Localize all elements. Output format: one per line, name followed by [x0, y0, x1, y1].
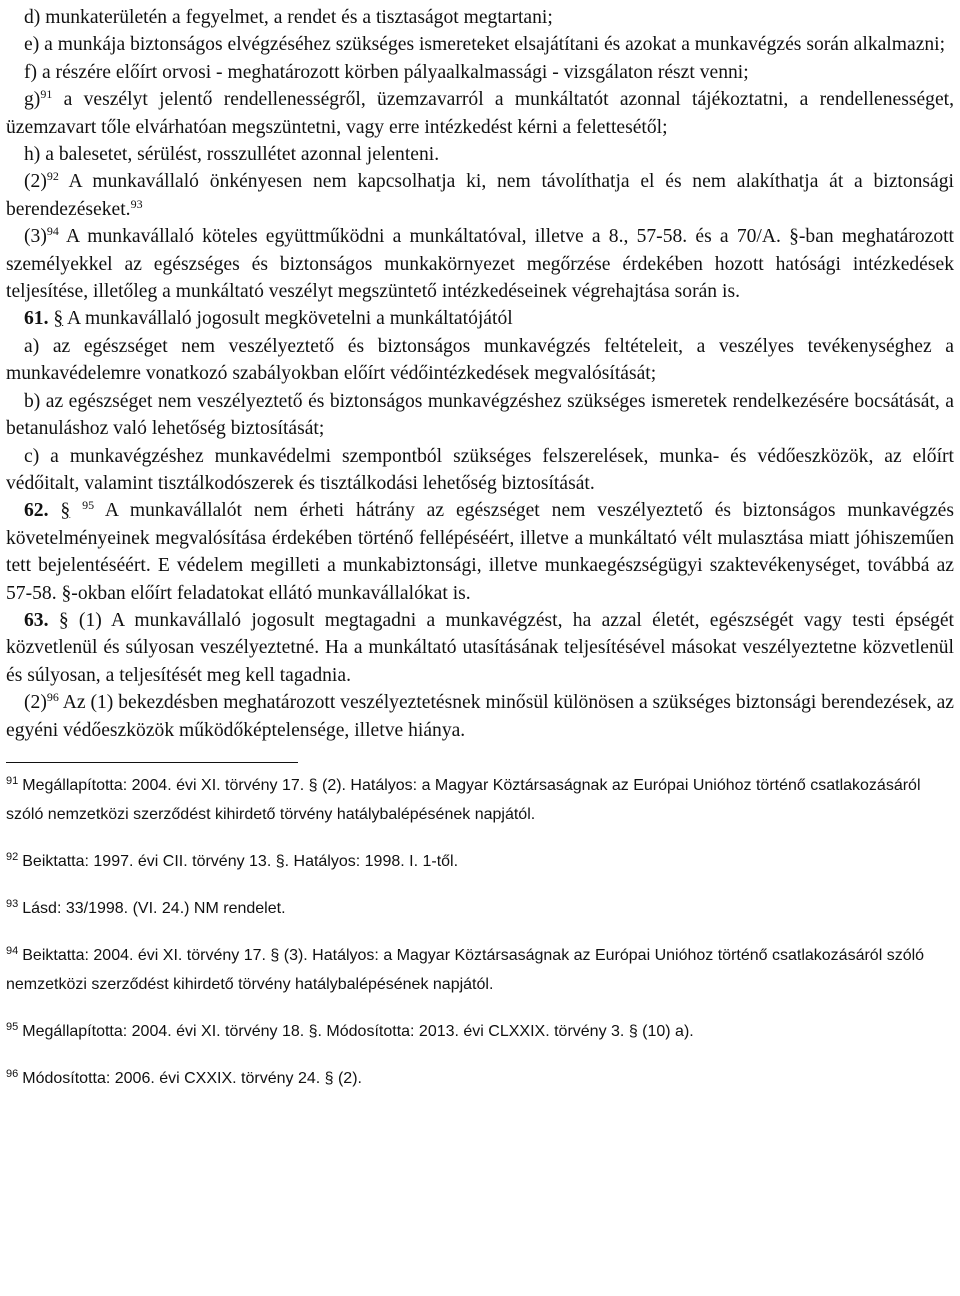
footnote-ref-94[interactable]: 94 [46, 224, 59, 239]
section-62 [6, 497, 954, 607]
footnote-93 [6, 894, 954, 923]
footnote-91 [6, 771, 954, 829]
point-h: h) a balesetet, sérülést, rosszullétet azonnal jelenteni. [24, 144, 440, 166]
section-62-number: 62. [24, 500, 49, 522]
section-61-number: 61. [24, 308, 49, 330]
section-63-text: (1) A munkavállaló jogosult megtagadni a munkavégzést, ha azzal életét, egészségét vagy testi épségét közvetlenül és súlyosan veszélyeztetné. Ha a munkáltató utasításának teljesítésével másokat veszélyeztetne közvetlenül és súlyosan, a teljesítését meg kell tagadnia. [6, 609, 954, 686]
section-61-point-b: b) az egészséget nem veszélyeztető és biztonságos munkavégzéshez szükséges ismeretek rendelkezésére bocsátását, a betanuláshoz való lehetőség biztosítását; [6, 390, 954, 440]
footnote-number: 92 [6, 850, 19, 863]
footnote-92 [6, 847, 954, 876]
footnote-ref-92[interactable]: 92 [46, 169, 59, 184]
footnote-text: Beiktatta: 2004. évi XI. törvény 17. § (3). Hatályos: a Magyar Köztársaságnak az Európai Unióhoz történő csatlakozásáról szóló nemzetközi szerződést kihirdető törvény hatálybalépésének napjától. [6, 946, 925, 993]
footnote-96 [6, 1064, 954, 1093]
section-63-number: 63. [24, 609, 49, 631]
point-g [6, 86, 954, 141]
section-62-text: A munkavállalót nem érheti hátrány az egészséget nem veszélyeztető és biztonságos munkavégzés követelményeinek megvalósítása érdekében történő fellépéséért, illetve a munkáltató vélt mulasztása miatt jóhiszeműen tett bejelentéséért. E védelem megilleti a munkabiztonsági, illetve munkaegészségügyi szaktevékenységet, továbbá az 57-58. §-okban előírt feladatokat ellátó munkavállalókat is. [6, 500, 954, 604]
paragraph-2 [6, 168, 954, 223]
footnote-95 [6, 1017, 954, 1046]
footnote-text: Módosította: 2006. évi CXXIX. törvény 24. § (2). [22, 1069, 362, 1087]
footnotes [6, 771, 954, 1093]
footnote-number: 96 [6, 1067, 19, 1080]
point-g-label: g) [24, 89, 41, 111]
footnote-number: 94 [6, 944, 19, 957]
section-63-sign: § [58, 609, 69, 631]
paragraph-2-label: (2) [24, 171, 47, 193]
footnote-number: 95 [6, 1020, 19, 1033]
point-g-text: a veszélyt jelentő rendellenességről, üzemzavarról a munkáltatót azonnal tájékoztatni, a rendellenességet, üzemzavart tőle elvárhatóan megszüntetni, vagy erre intézkedést kérni a felettesétől; [6, 89, 954, 138]
footnote-94 [6, 941, 954, 999]
section-61 [6, 305, 954, 332]
paragraph-3 [6, 223, 954, 305]
point-e: e) a munkája biztonságos elvégzéséhez szükséges ismereteket elsajátítani és azokat a munkavégzés során alkalmazni; [24, 34, 946, 56]
paragraph-3-label: (3) [24, 226, 47, 248]
point-f: f) a részére előírt orvosi - meghatározott körben pályaalkalmassági - vizsgálaton részt venni; [24, 61, 749, 83]
paragraph-3-text: A munkavállaló köteles együttműködni a munkáltatóval, illetve a 8., 57-58. és a 70/A. §-ban meghatározott személyekkel az egészséges és biztonságos munkakörnyezet megőrzése érdekében hozott hatósági intézkedések teljesítése, illetőleg a munkáltató veszélyt megszüntető intézkedéseinek végrehajtása során is. [6, 226, 954, 303]
footnote-ref-93[interactable]: 93 [130, 196, 143, 211]
section-63 [6, 607, 954, 689]
footnote-ref-95[interactable]: 95 [82, 498, 95, 513]
section-61-sign: § [53, 308, 64, 330]
footnote-number: 91 [6, 774, 19, 787]
law-text [6, 4, 954, 744]
section-61-text: A munkavállaló jogosult megkövetelni a munkáltatójától [63, 308, 513, 330]
footnote-text: Megállapította: 2004. évi XI. törvény 17. § (2). Hatályos: a Magyar Köztársaságnak az Európai Unióhoz történő csatlakozásáról szóló nemzetközi szerződést kihirdető törvény hatálybalépésének napjától. [6, 776, 921, 823]
section-61-point-c: c) a munkavégzéshez munkavédelmi szempontból szükséges felszerelések, munka- és védőeszközök, az előírt védőitalt, valamint tisztálkodószerek és tisztálkodási lehetőség biztosítását. [6, 445, 954, 494]
paragraph-2-text: A munkavállaló önkényesen nem kapcsolhatja ki, nem távolíthatja el és nem alakíthatja át a biztonsági berendezéseket. [6, 171, 954, 220]
section-63-paragraph-2-label: (2) [24, 692, 47, 714]
footnote-separator [6, 762, 298, 763]
section-63-paragraph-2-text: Az (1) bekezdésben meghatározott veszélyeztetésnek minősül különösen a szükséges biztonsági berendezések, az egyéni védőeszközök működőképtelensége, illetve hiánya. [6, 692, 954, 741]
footnote-ref-91[interactable]: 91 [40, 87, 53, 102]
point-d: d) munkaterületén a fegyelmet, a rendet és a tisztaságot megtartani; [24, 7, 553, 28]
footnote-text: Megállapította: 2004. évi XI. törvény 18. §. Módosította: 2013. évi CLXXIX. törvény 3. § (10) a). [22, 1022, 694, 1040]
section-63-paragraph-2 [6, 689, 954, 744]
section-62-sign: § [60, 500, 71, 522]
section-61-point-a: a) az egészséget nem veszélyeztető és biztonságos munkavégzés feltételeit, a veszélyes tevékenységhez a munkavédelemre vonatkozó szabályokban előírt védőintézkedések megvalósítását; [6, 335, 954, 385]
footnote-text: Beiktatta: 1997. évi CII. törvény 13. §. Hatályos: 1998. I. 1-től. [22, 852, 459, 870]
footnote-number: 93 [6, 897, 19, 910]
footnote-ref-96[interactable]: 96 [46, 690, 59, 705]
footnote-text: Lásd: 33/1998. (VI. 24.) NM rendelet. [22, 899, 286, 917]
